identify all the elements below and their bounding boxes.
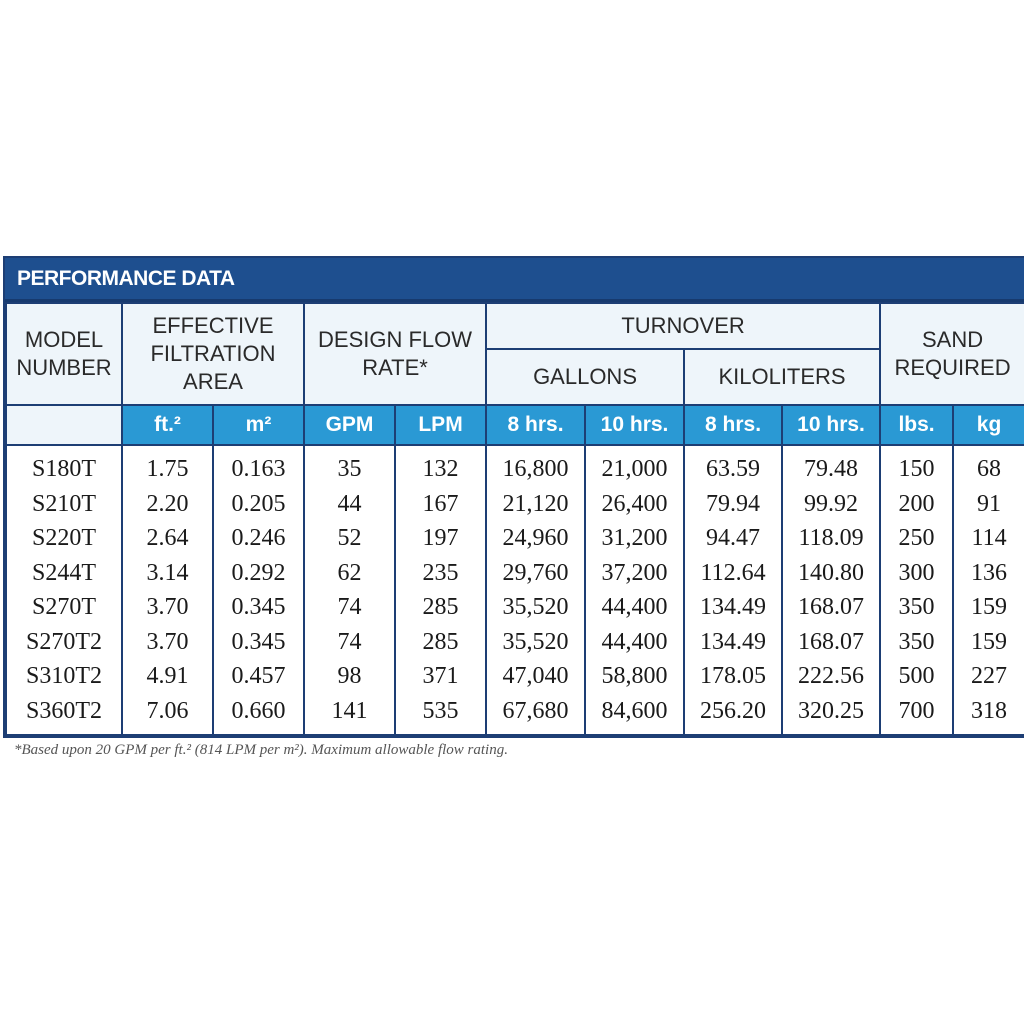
table-cell: 371 bbox=[422, 663, 459, 689]
table-cell: 132 bbox=[422, 456, 459, 482]
table-cell: 535 bbox=[422, 697, 459, 724]
column-sand-lbs bbox=[880, 445, 953, 735]
table-cell: S210T bbox=[31, 490, 96, 517]
unit-spacer bbox=[6, 405, 122, 445]
table-cell: 3.70 bbox=[146, 628, 189, 655]
table-cell: 167 bbox=[422, 490, 459, 517]
column-lpm bbox=[395, 445, 486, 735]
table-cell: 98 bbox=[337, 663, 362, 689]
table-cell: 79.94 bbox=[706, 490, 761, 517]
table-cell: 700 bbox=[898, 697, 935, 724]
column-gallons-8hrs bbox=[486, 445, 585, 735]
unit-lbs: lbs. bbox=[880, 405, 953, 445]
table-cell: 21,000 bbox=[601, 456, 668, 482]
table-cell: 4.91 bbox=[146, 663, 189, 689]
table-cell: 63.59 bbox=[706, 456, 761, 482]
title-bar bbox=[5, 258, 1024, 302]
column-kiloliters-10hrs bbox=[782, 445, 880, 735]
table-cell: 350 bbox=[898, 628, 935, 655]
column-kiloliters-8hrs bbox=[684, 445, 782, 735]
table-cell: 2.64 bbox=[146, 525, 189, 551]
table-cell: 159 bbox=[971, 594, 1008, 620]
table-cell: S360T2 bbox=[25, 697, 102, 724]
table-cell: 3.70 bbox=[146, 594, 189, 620]
table-cell: 140.80 bbox=[798, 559, 865, 586]
table-cell: 0.345 bbox=[231, 594, 286, 620]
header-model-number: MODEL NUMBER bbox=[6, 303, 122, 405]
table-cell: 118.09 bbox=[798, 525, 864, 551]
table-cell: S244T bbox=[31, 559, 96, 586]
column-gpm bbox=[304, 445, 395, 735]
table-cell: 62 bbox=[337, 559, 362, 586]
column-area-m2 bbox=[213, 445, 304, 735]
table-cell: 141 bbox=[331, 697, 368, 724]
table-cell: 58,800 bbox=[601, 663, 668, 689]
performance-data-table bbox=[3, 256, 1024, 738]
table-cell: 31,200 bbox=[601, 525, 668, 551]
table-cell: 0.292 bbox=[231, 559, 286, 586]
table-cell: 235 bbox=[422, 559, 459, 586]
unit-m2: m² bbox=[213, 405, 304, 445]
table-cell: 74 bbox=[337, 594, 362, 620]
table-cell: 0.660 bbox=[231, 697, 286, 724]
table-cell: S310T2 bbox=[25, 663, 102, 689]
table-cell: 44,400 bbox=[601, 594, 668, 620]
data-grid bbox=[5, 302, 1024, 736]
table-cell: S220T bbox=[31, 525, 96, 551]
header-turnover: TURNOVER bbox=[486, 303, 880, 349]
table-cell: 0.205 bbox=[231, 490, 286, 517]
table-cell: S270T2 bbox=[25, 628, 102, 655]
table-cell: 320.25 bbox=[798, 697, 865, 724]
table-cell: 35 bbox=[337, 456, 362, 482]
unit-gallons-8hrs: 8 hrs. bbox=[486, 405, 585, 445]
table-cell: 0.345 bbox=[231, 628, 286, 655]
table-cell: 26,400 bbox=[601, 490, 668, 517]
header-design-flow-rate: DESIGN FLOW RATE* bbox=[304, 303, 486, 405]
table-cell: 99.92 bbox=[804, 490, 859, 517]
column-area-ft2 bbox=[122, 445, 213, 735]
table-cell: 222.56 bbox=[798, 663, 865, 689]
table-cell: 37,200 bbox=[601, 559, 668, 586]
table-cell: 44 bbox=[337, 490, 362, 517]
table-cell: 35,520 bbox=[502, 628, 569, 655]
table-cell: 74 bbox=[337, 628, 362, 655]
table-cell: 79.48 bbox=[804, 456, 859, 482]
unit-kiloliters-10hrs: 10 hrs. bbox=[782, 405, 880, 445]
table-cell: 35,520 bbox=[502, 594, 569, 620]
table-cell: 47,040 bbox=[502, 663, 569, 689]
table-cell: 29,760 bbox=[502, 559, 569, 586]
table-cell: 16,800 bbox=[502, 456, 569, 482]
column-model-number bbox=[6, 445, 122, 735]
table-cell: 114 bbox=[971, 525, 1007, 551]
table-cell: 3.14 bbox=[146, 559, 189, 586]
table-cell: 1.75 bbox=[146, 456, 189, 482]
table-cell: S270T bbox=[31, 594, 96, 620]
table-cell: 91 bbox=[977, 490, 1002, 517]
table-cell: 159 bbox=[971, 628, 1008, 655]
table-cell: 250 bbox=[898, 525, 935, 551]
table-cell: 168.07 bbox=[798, 628, 865, 655]
table-cell: 318 bbox=[971, 697, 1008, 724]
table-cell: 285 bbox=[422, 594, 459, 620]
table-cell: 0.246 bbox=[231, 525, 286, 551]
table-cell: 0.163 bbox=[231, 456, 286, 482]
table-cell: 21,120 bbox=[502, 490, 569, 517]
table-cell: 150 bbox=[898, 456, 935, 482]
unit-ft2: ft.² bbox=[122, 405, 213, 445]
table-cell: 350 bbox=[898, 594, 935, 620]
unit-kiloliters-8hrs: 8 hrs. bbox=[684, 405, 782, 445]
table-cell: 94.47 bbox=[706, 525, 761, 551]
unit-lpm: LPM bbox=[395, 405, 486, 445]
table-cell: 2.20 bbox=[146, 490, 189, 517]
header-kiloliters: KILOLITERS bbox=[684, 349, 880, 405]
table-cell: 44,400 bbox=[601, 628, 668, 655]
footnote: *Based upon 20 GPM per ft.² (814 LPM per m²). Maximum allowable flow rating. bbox=[14, 742, 508, 758]
table-cell: 168.07 bbox=[798, 594, 865, 620]
table-cell: 197 bbox=[422, 525, 459, 551]
table-cell: S180T bbox=[31, 456, 96, 482]
unit-kg: kg bbox=[953, 405, 1024, 445]
table-cell: 68 bbox=[977, 456, 1002, 482]
table-cell: 84,600 bbox=[601, 697, 668, 724]
table-cell: 67,680 bbox=[502, 697, 569, 724]
table-cell: 285 bbox=[422, 628, 459, 655]
header-gallons: GALLONS bbox=[486, 349, 684, 405]
table-cell: 52 bbox=[337, 525, 362, 551]
table-cell: 200 bbox=[898, 490, 935, 517]
unit-gpm: GPM bbox=[304, 405, 395, 445]
column-sand-kg bbox=[953, 445, 1024, 735]
header-filtration-area: EFFECTIVE FILTRATION AREA bbox=[122, 303, 304, 405]
table-cell: 24,960 bbox=[502, 525, 569, 551]
table-cell: 256.20 bbox=[700, 697, 767, 724]
table-cell: 227 bbox=[971, 663, 1008, 689]
table-cell: 112.64 bbox=[700, 559, 766, 586]
table-cell: 134.49 bbox=[700, 594, 767, 620]
table-cell: 136 bbox=[971, 559, 1008, 586]
table-cell: 134.49 bbox=[700, 628, 767, 655]
unit-gallons-10hrs: 10 hrs. bbox=[585, 405, 684, 445]
header-sand-required: SAND REQUIRED bbox=[880, 303, 1024, 405]
table-cell: 178.05 bbox=[700, 663, 767, 689]
table-cell: 500 bbox=[898, 663, 935, 689]
table-title: PERFORMANCE DATA bbox=[17, 266, 235, 290]
table-cell: 300 bbox=[898, 559, 935, 586]
table-cell: 7.06 bbox=[146, 697, 189, 724]
column-gallons-10hrs bbox=[585, 445, 684, 735]
table-cell: 0.457 bbox=[231, 663, 286, 689]
